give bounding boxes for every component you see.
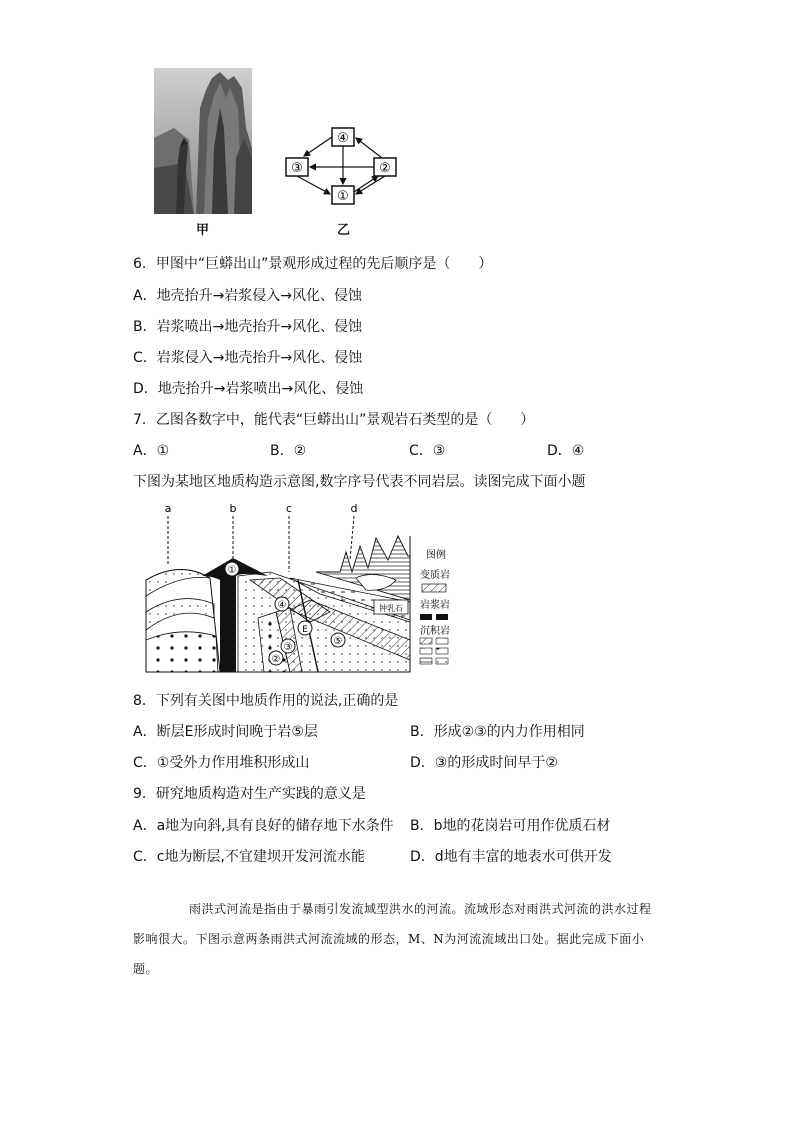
q9-stem: 9．研究地质构造对生产实践的意义是 — [133, 786, 366, 802]
q7-option-c[interactable]: C．③ — [409, 443, 446, 459]
figure-jia-caption: 甲 — [196, 223, 210, 238]
svg-text:③: ③ — [283, 642, 293, 653]
figure-yi-rock-cycle — [282, 126, 404, 206]
q6-option-d[interactable]: D．地壳抬升→岩浆喷出→风化、侵蚀 — [133, 381, 364, 397]
q6-option-c[interactable]: C．岩浆侵入→地壳抬升→风化、侵蚀 — [133, 350, 363, 366]
geo-intro: 下图为某地区地质构造示意图,数字序号代表不同岩层。读图完成下面小题 — [133, 474, 586, 490]
node-2: ② — [379, 161, 391, 176]
q9-option-a[interactable]: A．a地为向斜,具有良好的储存地下水条件 — [133, 818, 394, 834]
legend-title: 图例 — [426, 550, 446, 561]
q6-stem: 6．甲图中“巨蟒出山”景观形成过程的先后顺序是（ ） — [133, 256, 493, 272]
q8-option-d[interactable]: D．③的形成时间早于② — [410, 755, 558, 771]
q8-option-b[interactable]: B．形成②③的内力作用相同 — [410, 724, 585, 740]
q8-option-a[interactable]: A．断层E形成时间晚于岩⑤层 — [133, 724, 318, 740]
node-4: ④ — [337, 131, 349, 146]
legend-igneous: 岩浆岩 — [420, 600, 450, 611]
svg-text:②: ② — [271, 654, 281, 665]
q7-option-d[interactable]: D．④ — [547, 443, 585, 459]
q9-option-d[interactable]: D．d地有丰富的地表水可供开发 — [410, 849, 612, 865]
svg-text:④: ④ — [277, 600, 287, 611]
q9-option-b[interactable]: B．b地的花岗岩可用作优质石材 — [410, 818, 611, 834]
stalactite-label: 钟乳石 — [379, 604, 403, 613]
q6-option-a[interactable]: A．地壳抬升→岩浆侵入→风化、侵蚀 — [133, 288, 363, 304]
top-labels — [165, 502, 358, 515]
q7-stem: 7．乙图各数字中，能代表“巨蟒出山”景观岩石类型的是（ ） — [133, 412, 535, 428]
node-3: ③ — [291, 161, 303, 176]
q8-option-c[interactable]: C．①受外力作用堆积形成山 — [133, 755, 310, 771]
node-1: ① — [337, 189, 349, 204]
svg-text:E: E — [302, 625, 308, 635]
label-d: d — [350, 502, 358, 515]
passage-rain-flood-rivers: 雨洪式河流是指由于暴雨引发流域型洪水的河流。流域形态对雨洪式河流的洪水过程影响很大。下图示意两条雨洪式河流流域的形态，M、N为河流流域出口处。据此完成下面小题。 — [133, 902, 652, 976]
figure-yi-caption: 乙 — [337, 223, 351, 238]
q6-option-b[interactable]: B．岩浆喷出→地壳抬升→风化、侵蚀 — [133, 319, 363, 335]
q7-option-a[interactable]: A．① — [133, 443, 170, 459]
legend-sedimentary: 沉积岩 — [420, 626, 450, 637]
q7-option-b[interactable]: B．② — [270, 443, 307, 459]
label-c: c — [285, 502, 293, 515]
label-b: b — [229, 502, 237, 515]
label-a: a — [164, 502, 172, 515]
svg-text:①: ① — [227, 565, 237, 576]
geology-cross-section — [140, 500, 460, 678]
figure-jia-photo — [154, 68, 252, 214]
q8-stem: 8．下列有关图中地质作用的说法,正确的是 — [133, 693, 399, 709]
legend-metamorphic: 变质岩 — [420, 570, 450, 581]
svg-text:⑤: ⑤ — [333, 636, 343, 647]
q9-option-c[interactable]: C．c地为断层,不宜建坝开发河流水能 — [133, 849, 365, 865]
